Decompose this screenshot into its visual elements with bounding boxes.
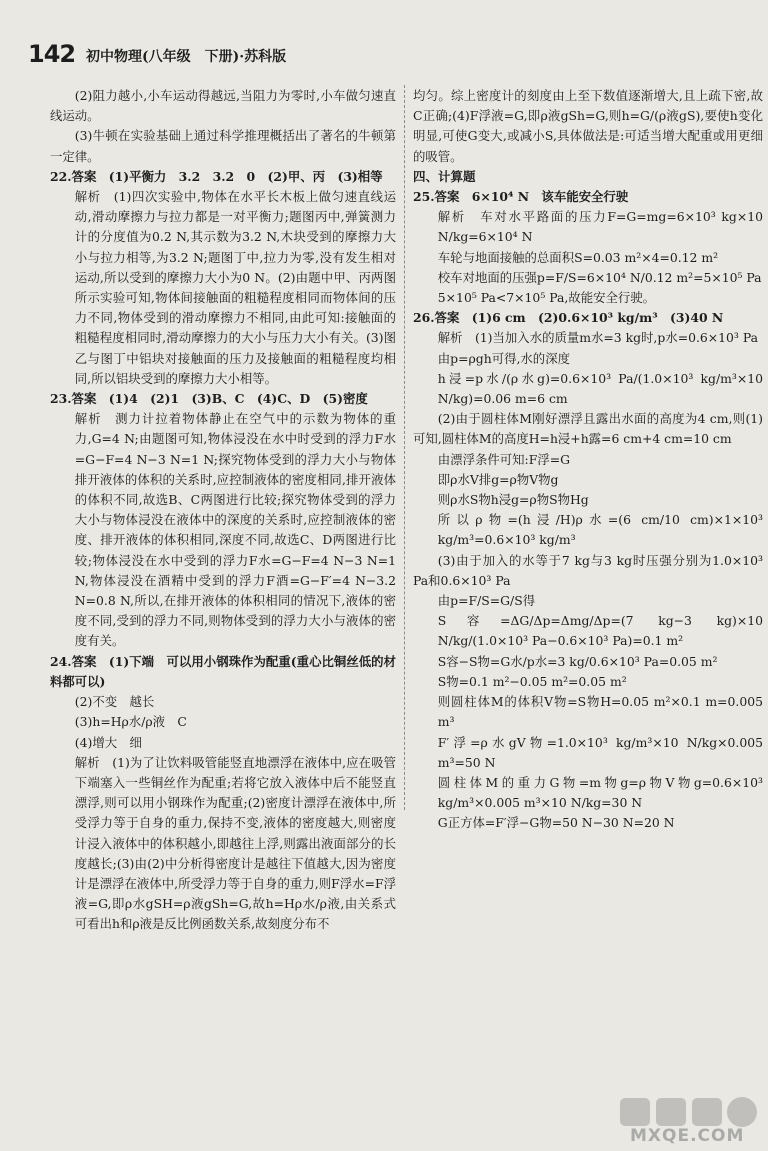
- book-title: 初中物理(八年级 下册)·苏科版: [86, 49, 287, 65]
- right-column-paragraph: G正方体=F′浮−G物=50 N−30 N=20 N: [437, 815, 675, 831]
- right-column-paragraph: 解析 车对水平路面的压力F=G=mg=6×10³ kg×10 N/kg=6×10⁴ N: [437, 209, 763, 245]
- left-column-paragraph: (4)增大 细: [74, 734, 142, 750]
- right-column-paragraph: 圆柱体M的重力G物=m物g=ρ物V物g=0.6×10³ kg/m³×0.005 m³×10 N/kg=30 N: [437, 774, 763, 811]
- right-column-paragraph: 即ρ水V排g=ρ物V物g: [437, 471, 559, 487]
- left-column-paragraph: (2)不变 越长: [74, 694, 155, 710]
- right-column-paragraph: 5×10⁵ Pa<7×10⁵ Pa,故能安全行驶。: [437, 290, 656, 306]
- right-column: [413, 86, 763, 834]
- right-column-paragraph: S物=0.1 m²−0.05 m²=0.05 m²: [437, 673, 627, 689]
- right-column-paragraph: h浸=p水/(ρ水g)=0.6×10³ Pa/(1.0×10³ kg/m³×10 N/kg)=0.06 m=6 cm: [437, 370, 763, 407]
- right-column-paragraph: 由漂浮条件可知:F浮=G: [437, 451, 570, 467]
- left-column-paragraph: 解析 (1)为了让饮料吸管能竖直地漂浮在液体中,应在吸管下端塞入一些铜丝作为配重;若将它放入液体中后不能竖直漂浮,则可以用小钢珠作为配重;(2)密度计漂浮在液体中,所受浮力等于自身的重力,保持不变,液体的密度越大,则密度计浸入液体中的体积越小,即越往上浮,则露出液面部分的长度越长;(3)由(2)中分析得密度计是越往下值越大,因为密度计是漂浮在液体中,所受浮力等于自身的重力,则F浮水=F浮液=G,即ρ水gSH=ρ液gSh=G,故h=Hρ水/ρ液,由关系式可看出h和ρ液是反比例函数关系,故刻度分布不: [74, 754, 396, 932]
- left-column-paragraph: (3)牛顿在实验基础上通过科学推理概括出了著名的牛顿第一定律。: [50, 128, 396, 164]
- page-header: [0, 0, 768, 78]
- right-column-paragraph: (3)由于加入的水等于7 kg与3 kg时压强分别为1.0×10³ Pa和0.6×10³ Pa: [413, 552, 763, 588]
- right-column-paragraph: 均匀。综上密度计的刻度由上至下数值逐渐增大,且上疏下密,故C正确;(4)F浮液=G,即ρ液gSh=G,则h=G/(ρ液gS),要使h变化明显,可使G变大,或减小S,具体做法是:可适当增大配重或用更细的吸管。: [413, 88, 763, 164]
- right-column-paragraph: 校车对地面的压强p=F/S=6×10⁴ N/0.12 m²=5×10⁵ Pa: [437, 269, 762, 285]
- right-column-paragraph: S容=ΔG/Δp=Δmg/Δp=(7 kg−3 kg)×10 N/kg/(1.0×10³ Pa−0.6×10³ Pa)=0.1 m²: [437, 613, 763, 649]
- right-column-paragraph: 解析 (1)当加入水的质量m水=3 kg时,p水=0.6×10³ Pa: [437, 330, 758, 346]
- column-divider: [404, 85, 405, 810]
- left-column: [50, 86, 396, 935]
- right-column-paragraph: F′浮=ρ水gV物=1.0×10³ kg/m³×10 N/kg×0.005 m³=50 N: [437, 734, 763, 770]
- right-column-paragraph: 25.答案 6×10⁴ N 该车能安全行驶: [413, 189, 629, 205]
- left-column-paragraph: 22.答案 (1)平衡力 3.2 3.2 0 (2)甲、丙 (3)相等: [50, 168, 383, 184]
- right-column-paragraph: 所以ρ物=(h浸/H)ρ水=(6 cm/10 cm)×1×10³ kg/m³=0.6×10³ kg/m³: [437, 512, 763, 548]
- page-number: 142: [28, 40, 76, 68]
- right-column-paragraph: 由p=ρgh可得,水的深度: [437, 350, 570, 366]
- left-column-paragraph: 24.答案 (1)下端 可以用小钢珠作为配重(重心比铜丝低的材料都可以): [50, 653, 396, 689]
- right-column-paragraph: 则圆柱体M的体积V物=S物H=0.05 m²×0.1 m=0.005 m³: [437, 694, 763, 730]
- watermark-text: MXQE.COM: [630, 1126, 745, 1146]
- right-column-paragraph: 则ρ水S物h浸g=ρ物S物Hg: [437, 492, 589, 508]
- right-column-paragraph: 26.答案 (1)6 cm (2)0.6×10³ kg/m³ (3)40 N: [413, 310, 724, 326]
- right-column-paragraph: S容−S物=G水/p水=3 kg/0.6×10³ Pa=0.05 m²: [437, 653, 718, 669]
- right-column-paragraph: 由p=F/S=G/S得: [437, 593, 536, 609]
- right-column-paragraph: (2)由于圆柱体M刚好漂浮且露出水面的高度为4 cm,则(1)可知,圆柱体M的高度H=h浸+h露=6 cm+4 cm=10 cm: [413, 411, 763, 447]
- right-column-paragraph: 四、计算题: [413, 168, 476, 184]
- left-column-paragraph: 解析 测力计拉着物体静止在空气中的示数为物体的重力,G=4 N;由题图可知,物体浸没在水中时受到的浮力F水=G−F=4 N−3 N=1 N;探究物体受到的浮力大小与物体排开液体的体积的关系时,应控制液体的密度相同,排开液体的体积不同,故选B、C两图进行比较;探究物体受到的浮力大小与物体浸没在液体中的深度的关系时,应控制液体的密度、排开液体的体积相同,深度不同,故选C、D两图进行比较;物体浸没在水中受到的浮力F水=G−F=4 N−3 N=1 N,物体浸没在酒精中受到的浮力F酒=G−F′=4 N−3.2 N=0.8 N,所以,在排开液体的体积相同的情况下,液体的密度不同,受到的浮力不同,则物体受到的浮力大小与液体的密度有关。: [74, 411, 396, 649]
- left-column-paragraph: (3)h=Hρ水/ρ液 C: [74, 714, 187, 730]
- left-column-paragraph: 解析 (1)四次实验中,物体在水平长木板上做匀速直线运动,滑动摩擦力与拉力都是一对平衡力;题图丙中,弹簧测力计的分度值为0.2 N,其示数为3.2 N,木块受到的摩擦力大小与拉力相等,为3.2 N;题图丁中,拉力为零,没有发生相对运动,所以受到的摩擦力大小为0 N。(2)由题中甲、丙两图所示实验可知,物体间接触面的粗糙程度相同而物体间的压力不同,物体受到的滑动摩擦力不相同,由此可知:接触面的粗糙程度相同时,滑动摩擦力的大小与压力大小有关。(3)图乙与图丁中铝块对接触面的压力及接触面的粗糙程度均相同,所以铝块受到的摩擦力大小相等。: [74, 189, 396, 386]
- left-column-paragraph: (2)阻力越小,小车运动得越远,当阻力为零时,小车做匀速直线运动。: [50, 88, 396, 124]
- left-column-paragraph: 23.答案 (1)4 (2)1 (3)B、C (4)C、D (5)密度: [50, 391, 368, 407]
- right-column-paragraph: 车轮与地面接触的总面积S=0.03 m²×4=0.12 m²: [437, 249, 719, 265]
